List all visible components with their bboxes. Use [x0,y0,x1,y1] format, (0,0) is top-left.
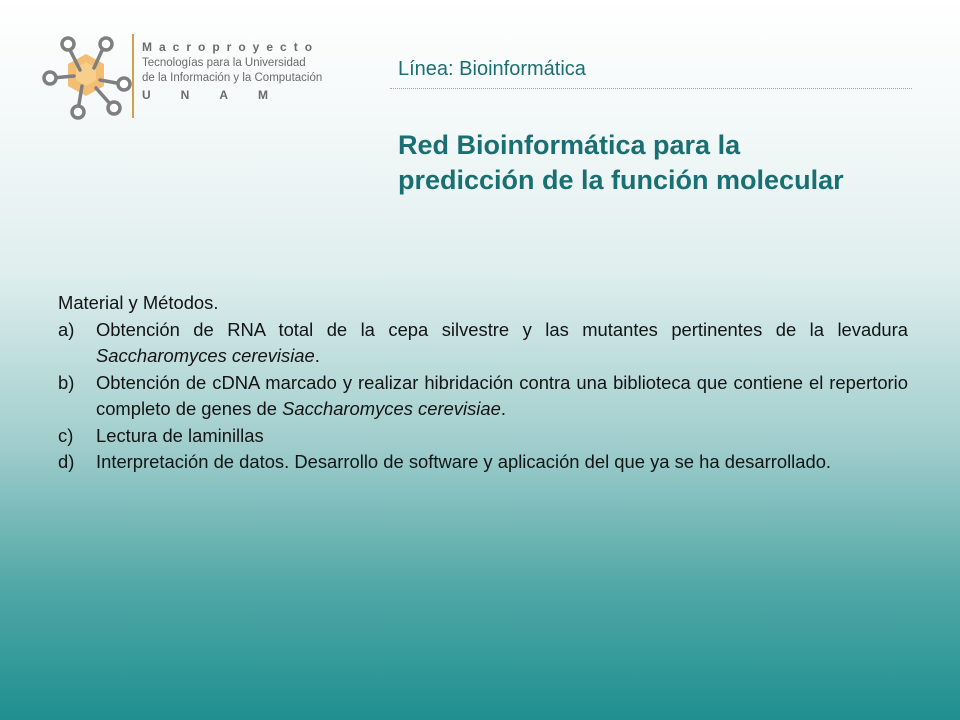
list-item-text [96,317,908,370]
text-run: Lectura de laminillas [96,424,264,446]
species-name: Saccharomyces cerevisiae [282,398,501,419]
slide-body [58,290,908,476]
text-run: . [500,398,506,419]
list-item [58,423,908,450]
section-heading: Material y Métodos. [58,292,219,313]
list-item-text [96,423,908,450]
list-item [58,370,908,423]
list-item-text [96,370,908,423]
logo-title: Macroproyecto [142,40,320,54]
text-run: Obtención de cDNA marcado y realizar hibridación contra una biblioteca que contiene el repertorio completo de genes de [96,371,908,419]
logo-divider [132,34,134,118]
list-item-marker: d) [58,451,75,472]
list-item-text [96,449,908,476]
logo-unam: UNAM [142,88,298,102]
methods-list [58,317,908,476]
text-run: . [314,345,320,366]
macroproyecto-logo [40,30,340,130]
text-run: Obtención de RNA total de la cepa silvestre y las mutantes pertinentes de la levadura [96,318,908,340]
list-item [58,317,908,370]
slide-title: Red Bioinformática para la predicción de la función molecular [398,130,844,195]
species-name: Saccharomyces cerevisiae [96,345,315,366]
header-divider [390,88,912,89]
molecule-network-icon [40,32,132,124]
logo-subtitle-2: de la Información y la Computación [142,72,323,84]
list-item [58,449,908,476]
list-item-marker: a) [58,318,75,340]
list-item-marker: c) [58,424,74,446]
line-label: Línea: Bioinformática [398,58,586,80]
text-run: Interpretación de datos. Desarrollo de software y aplicación del que ya se ha desarrollado. [96,451,832,472]
list-item-marker: b) [58,371,75,393]
logo-subtitle-1: Tecnologías para la Universidad [142,57,306,69]
